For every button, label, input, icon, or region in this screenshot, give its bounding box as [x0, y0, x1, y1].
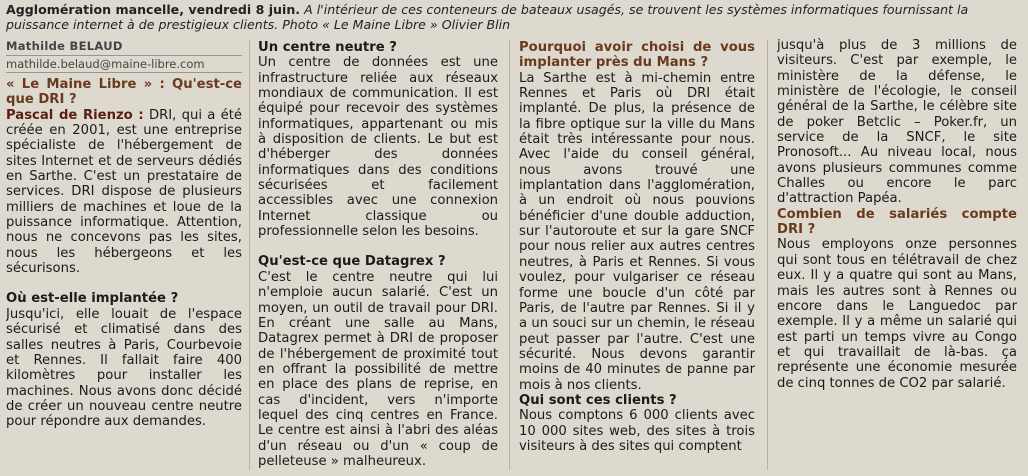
interviewee-name: Pascal de Rienzo : — [6, 107, 144, 123]
column-divider — [767, 40, 768, 470]
byline — [6, 40, 242, 73]
byline-author: Mathilde BELAUD — [6, 40, 242, 56]
caption-dateline: Agglomération mancelle, vendredi 8 juin. — [6, 2, 301, 17]
question-heading: « Le Maine Libre » : Qu'est-ce que DRI ? — [6, 77, 242, 108]
question-heading: Pourquoi avoir choisi de vous implanter près du Mans ? — [519, 40, 755, 71]
answer-paragraph: Un centre de données est une infrastructure reliée aux réseaux mondiaux de communication. Il est équipé pour recevoir des systèmes informatiques, appartenant ou mis à disposition de clients. Le but est d'héberger des données informatiques dans des conditions sécurisées et facilement accessibles avec une connexion Internet classique ou professionnelle selon les besoins. — [258, 55, 498, 240]
answer-paragraph: Nous comptons 6 000 clients avec 10 000 sites web, des sites à trois visiteurs à des sites qui comptent — [519, 408, 755, 454]
answer-paragraph: Jusqu'ici, elle louait de l'espace sécurisé et climatisé dans des salles neutres à Paris, Courbevoie et Rennes. Il fallait faire 400 kilomètres pour installer les machines. Nous avons donc décidé de créer un nouveau centre neutre pour répondre aux demandes. — [6, 306, 242, 430]
question-heading: Où est-elle implantée ? — [6, 291, 179, 307]
caption-text: A l'intérieur de ces conteneurs de bateaux usagés, se trouvent les systèmes informatiques fournissant la puissance internet à de prestigieux clients. Photo « Le Maine Libre » Olivier Blin — [6, 2, 969, 32]
column-divider — [509, 40, 510, 470]
question-heading: Qui sont ces clients ? — [519, 392, 677, 408]
article-column-2 — [258, 40, 498, 476]
answer-text: DRI, qui a été créée en 2001, est une entreprise spécialiste de l'hébergement de sites Internet et de serveurs dédiés en Sarthe. C'est un prestataire de services. DRI dispose de plusieurs milliers de machines et loue de la puissance informatique. Attention, nous ne concevons pas les sites, nous les hébergeons et les sécurisons. — [6, 107, 242, 277]
column-divider — [249, 40, 250, 470]
byline-email: mathilde.belaud@maine-libre.com — [6, 56, 242, 74]
article-column-4 — [777, 38, 1017, 474]
answer-paragraph: C'est le centre neutre qui lui n'emploie aucun salarié. C'est un moyen, un outil de travail pour DRI. En créant une salle au Mans, Datagrex permet à DRI de proposer de l'hébergement de proximité tout en offrant la possibilité de mettre en place des plans de reprise, en cas d'incident, vers n'importe lequel des cinq centres en France. Le centre est ainsi à l'abri des aléas d'un réseau ou d'un « coup de pelleteuse » malheureux. — [258, 269, 498, 469]
question-heading: Un centre neutre ? — [258, 40, 397, 55]
photo-caption — [6, 2, 1022, 32]
answer-paragraph: La Sarthe est à mi-chemin entre Rennes et Paris où DRI était implanté. De plus, la présence de la fibre optique sur la ville du Mans était très intéressante pour nous. Avec l'aide du conseil général, nous avons trouvé une implantation dans l'agglomération, à un endroit où nous pouvions bénéficier d'une double adduction, sur l'autoroute et sur la gare SNCF pour nous relier aux autres centres neutres, à Paris et Rennes. Si vous voulez, pour vulgariser ce réseau forme une boucle d'un côté par Paris, de l'autre par Rennes. Si il y a un souci sur un chemin, le réseau peut passer par l'autre. C'est une sécurité. Nous devons garantir moins de 40 minutes de panne par mois à nos clients. — [519, 70, 755, 393]
article-column-1 — [6, 40, 242, 476]
answer-paragraph: Nous employons onze personnes qui sont tous en télétravail de chez eux. Il y a quatre qui sont au Mans, mais les autres sont à Rennes ou encore dans le Languedoc par exemple. Il y a même un salarié qui est parti un temps vivre au Congo et qui travaillait de là-bas. ça représente une économie mesurée de cinq tonnes de CO2 par salarié. — [777, 237, 1017, 391]
article-column-3 — [519, 40, 755, 476]
question-heading: Combien de salariés compte DRI ? — [777, 206, 1017, 238]
answer-paragraph — [6, 108, 242, 277]
question-heading: Qu'est-ce que Datagrex ? — [258, 254, 446, 270]
answer-paragraph: jusqu'à plus de 3 millions de visiteurs. C'est par exemple, le ministère de la défense, le ministère de l'écologie, le conseil général de la Sarthe, le célèbre site de poker Betclic – Poker.fr, un service de la SNCF, le site Pronosoft... Au niveau local, nous avons plusieurs communes comme Challes ou encore le parc d'attraction Papéa. — [777, 38, 1017, 207]
